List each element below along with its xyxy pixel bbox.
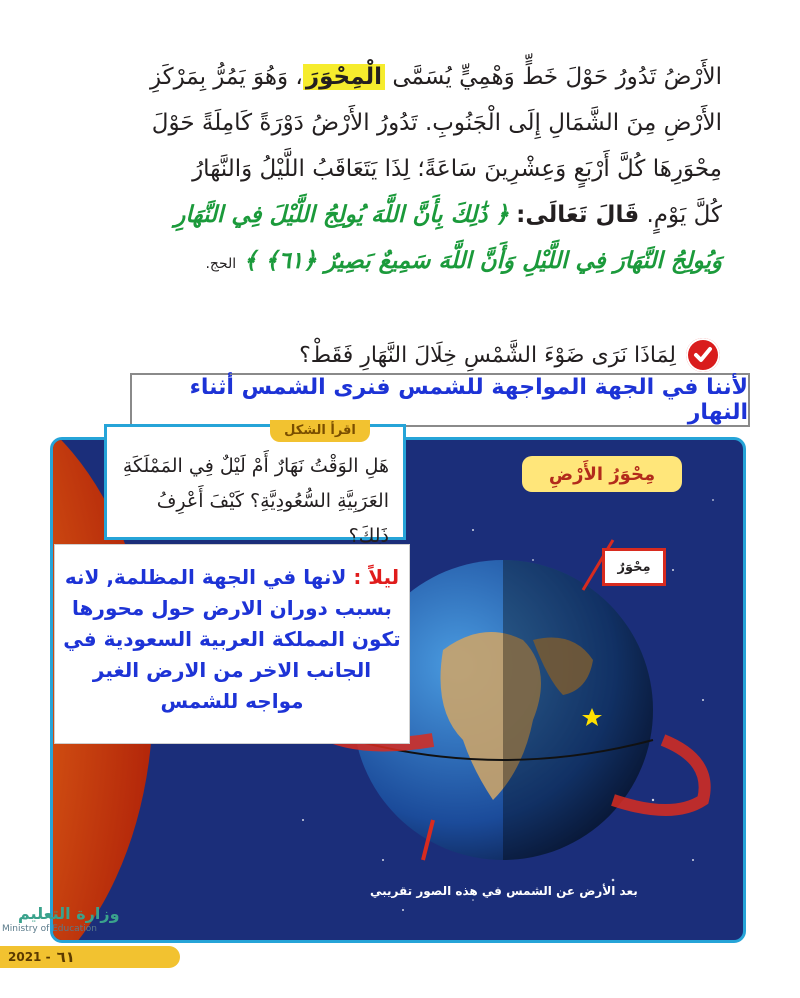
footer-tab — [0, 946, 180, 968]
paragraph-line-1: الأَرْضُ تَدُورُ حَوْلَ خَطٍّ وَهْمِيٍّ يُسَمَّى الْمِحْوَرَ، وَهُوَ يَمُرُّ بِمَرْكَزِ — [149, 64, 722, 90]
paragraph-line-3: مِحْوَرِهَا كُلَّ أَرْبَعٍ وَعِشْرِينَ سَاعَةً؛ لِذَا يَتَعَاقَبُ اللَّيْلُ وَالنَّهَارُ — [192, 156, 722, 182]
question-row — [299, 338, 720, 372]
read-figure-line-1: هَلِ الوَقْتُ نَهَارٌ أَمْ لَيْلٌ فِي المَمْلَكَةِ — [122, 455, 389, 477]
note-lead: ليلاً : — [353, 565, 400, 589]
ministry-logo-text: وزارة التعليم — [18, 904, 120, 923]
figure-title: مِحْوَرُ الأَرْضِ — [522, 456, 682, 492]
question-text: لِمَاذَا نَرَى ضَوْءَ الشَّمْسِ خِلَالَ النَّهَارِ فَقَطْ؟ — [299, 342, 676, 368]
night-answer-note: ليلاً : لانها في الجهة المظلمة, لانه بسبب دوران الارض حول محورها تكون المملكة العربية السعودية في الجانب الاخر من الارض الغير مواجه للشمس — [58, 548, 406, 740]
axis-label: مِحْوَرٌ — [602, 548, 666, 586]
page-number: ٦١ — [56, 948, 75, 966]
quran-verse: ﴿ ذَٰلِكَ بِأَنَّ اللَّهَ يُولِجُ اللَّيْلَ فِي النَّهَارِ — [174, 202, 509, 228]
read-figure-tab: اقرأ الشكل — [270, 420, 370, 442]
axis-term-highlight: الْمِحْوَرَ — [303, 64, 385, 90]
footer-year: 2021 - — [8, 950, 51, 964]
figure-caption: بعد الأرض عن الشمس في هذه الصور تقريبي — [370, 884, 638, 898]
paragraph-line-2: الأَرْضِ مِنَ الشَّمَالِ إِلَى الْجَنُوبِ. تَدُورُ الأَرْضُ دَوْرَةً كَامِلَةً حَوْلَ — [151, 110, 722, 136]
earth-night-side — [503, 560, 653, 860]
ministry-english: Ministry of Education — [2, 924, 97, 934]
answer-box: لأننا في الجهة المواجهة للشمس فنرى الشمس أثناء النهار — [130, 373, 750, 427]
read-figure-line-2: العَرَبِيَّةِ السُّعُودِيَّةِ؟ كَيْفَ أَعْرِفُ ذَلِكَ؟ — [156, 490, 389, 547]
checkmark-icon — [686, 338, 720, 372]
paragraph-line-4: كُلَّ يَوْمٍ. قَالَ تَعَالَى: ﴿ ذَٰلِكَ بِأَنَّ اللَّهَ يُولِجُ اللَّيْلَ فِي النَّهَارِ — [174, 202, 722, 228]
paragraph-line-5: وَيُولِجُ النَّهَارَ فِي اللَّيْلِ وَأَنَّ اللَّهَ سَمِيعٌ بَصِيرٌ ﴿٦١﴾ ﴾ الحج. — [205, 248, 722, 274]
